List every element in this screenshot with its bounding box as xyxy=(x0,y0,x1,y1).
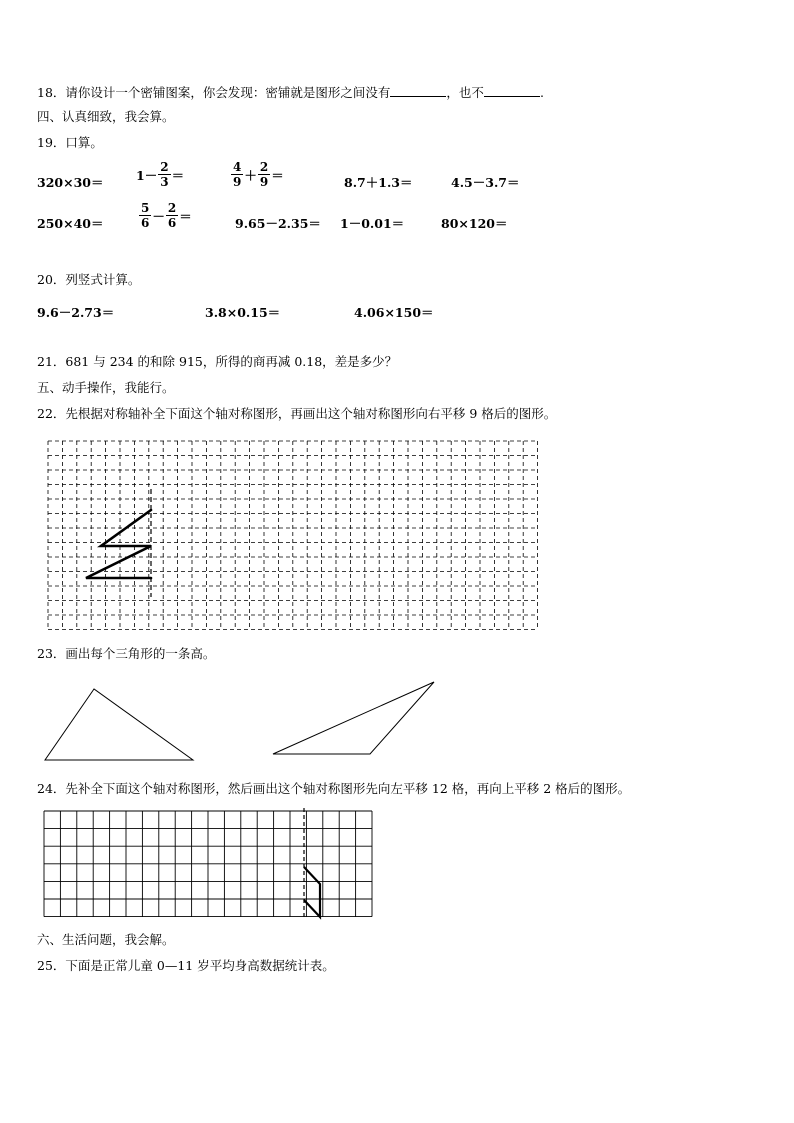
question-23: 23．画出每个三角形的一条高。 xyxy=(37,646,216,661)
q18-text-c: . xyxy=(539,85,544,100)
operator: ＋ xyxy=(244,167,257,183)
question-25: 25．下面是正常儿童 0—11 岁平均身高数据统计表。 xyxy=(37,958,335,973)
denominator: 9 xyxy=(233,175,242,189)
numerator: 5 xyxy=(141,201,150,215)
numerator: 2 xyxy=(160,160,169,174)
section-4-heading: 四、认真细致，我会算。 xyxy=(37,109,175,124)
q19-r2-e5: 80×120＝ xyxy=(441,216,508,231)
q19-r1-e2-post: ＝ xyxy=(171,167,185,183)
operator: － xyxy=(152,208,165,224)
denominator: 3 xyxy=(160,175,169,189)
q20-e2: 3.8×0.15＝ xyxy=(205,305,281,320)
q18-text-b: ，也不 xyxy=(446,85,484,100)
section-6-heading: 六、生活问题，我会解。 xyxy=(37,932,175,947)
q19-r1-e1: 320×30＝ xyxy=(37,175,104,190)
denominator: 9 xyxy=(259,175,269,189)
denominator: 6 xyxy=(141,216,150,230)
q20-e1: 9.6－2.73＝ xyxy=(37,305,115,320)
question-21: 21．681 与 234 的和除 915，所得的商再减 0.18，差是多少？ xyxy=(37,354,398,369)
numerator: 4 xyxy=(233,160,242,174)
q19-r2-e4: 1－0.01＝ xyxy=(340,216,405,231)
q19-r1-e2-pre: 1－ xyxy=(136,167,158,183)
question-22: 22．先根据对称轴补全下面这个轴对称图形，再画出这个轴对称图形向右平移 9 格后的图形。 xyxy=(37,406,557,421)
section-5-heading: 五、动手操作，我能行。 xyxy=(37,380,175,395)
q19-r2-e2-post: ＝ xyxy=(179,208,192,224)
q19-r1-e3-post: ＝ xyxy=(271,167,284,183)
q18-text-a: 18．请你设计一个密铺图案，你会发现：密铺就是图形之间没有 xyxy=(37,85,391,100)
question-19-title: 19．口算。 xyxy=(37,135,103,150)
q19-r1-e5: 4.5－3.7＝ xyxy=(451,175,520,190)
denominator: 6 xyxy=(167,216,177,230)
numerator: 2 xyxy=(259,160,269,174)
q19-r2-e1: 250×40＝ xyxy=(37,216,104,231)
q20-e3: 4.06×150＝ xyxy=(354,305,434,320)
q19-r2-e3: 9.65－2.35＝ xyxy=(235,216,321,231)
q19-r1-e4: 8.7＋1.3＝ xyxy=(344,175,413,190)
question-24: 24．先补全下面这个轴对称图形，然后画出这个轴对称图形先向左平移 12 格，再向上平移 2 格后的图形。 xyxy=(37,781,631,796)
question-20-title: 20．列竖式计算。 xyxy=(37,272,141,287)
numerator: 2 xyxy=(167,201,177,215)
